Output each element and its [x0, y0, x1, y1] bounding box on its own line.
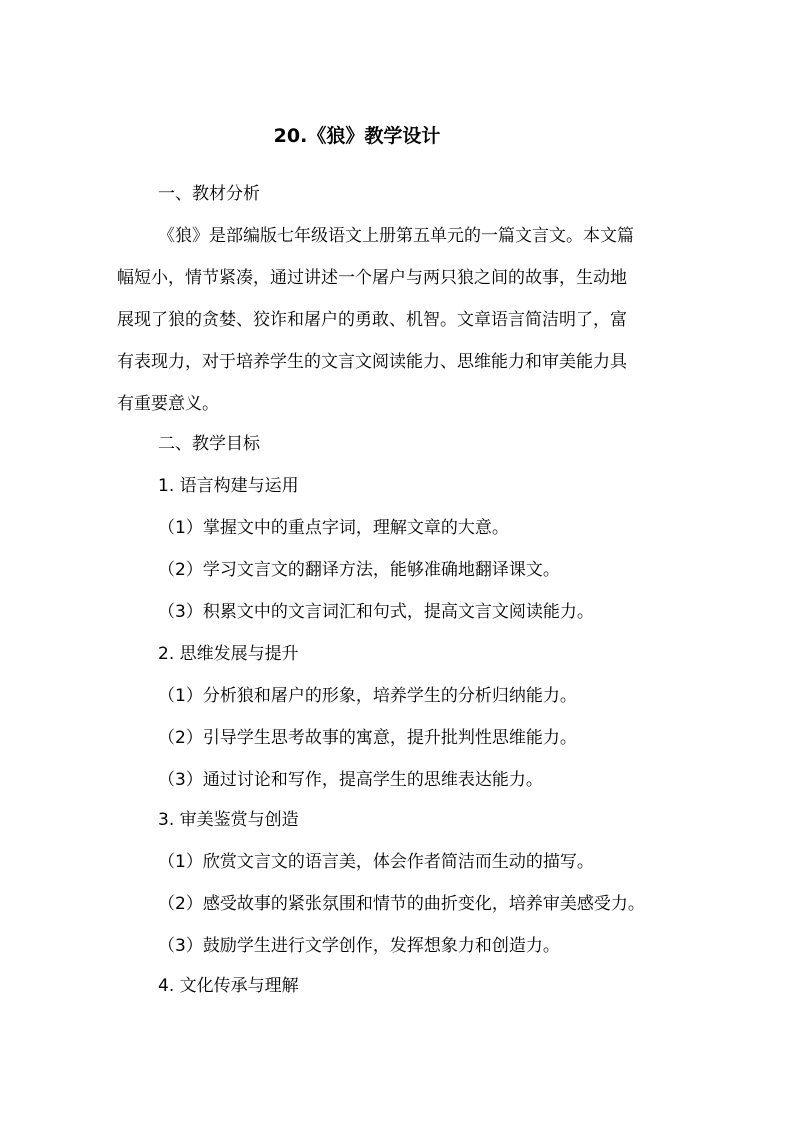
goal-item: （2）感受故事的紧张氛围和情节的曲折变化，培养审美感受力。 [158, 894, 645, 914]
goal-item: （2）学习文言文的翻译方法，能够准确地翻译课文。 [158, 560, 560, 580]
goal-heading-thinking: 2. 思维发展与提升 [158, 644, 299, 664]
goal-item: （3）鼓励学生进行文学创作，发挥想象力和创造力。 [158, 936, 560, 956]
document-title-text: 20.《狼》教学设计 [273, 125, 441, 147]
paragraph-line: 幅短小，情节紧凑，通过讲述一个屠户与两只狼之间的故事，生动地 [117, 268, 627, 288]
goal-item: （1）分析狼和屠户的形象，培养学生的分析归纳能力。 [158, 686, 577, 706]
paragraph-line: 展现了狼的贪婪、狡诈和屠户的勇敢、机智。文章语言简洁明了，富 [117, 310, 627, 330]
goal-item: （1）掌握文中的重点字词，理解文章的大意。 [158, 518, 509, 538]
goal-item: （2）引导学生思考故事的寓意，提升批判性思维能力。 [158, 728, 577, 748]
section-heading-materials: 一、教材分析 [158, 184, 260, 204]
paragraph-line: 有表现力，对于培养学生的文言文阅读能力、思维能力和审美能力具 [117, 352, 627, 372]
document-title [0, 122, 794, 150]
goal-item: （1）欣赏文言文的语言美，体会作者简洁而生动的描写。 [158, 852, 594, 872]
section-heading-goals: 二、教学目标 [158, 434, 260, 454]
paragraph-line: 有重要意义。 [117, 394, 219, 414]
goal-item: （3）通过讨论和写作，提高学生的思维表达能力。 [158, 770, 543, 790]
goal-item: （3）积累文中的文言词汇和句式，提高文言文阅读能力。 [158, 602, 594, 622]
paragraph-line: 《狼》是部编版七年级语文上册第五单元的一篇文言文。本文篇 [158, 226, 634, 246]
goal-heading-aesthetics: 3. 审美鉴赏与创造 [158, 810, 299, 830]
goal-heading-language: 1. 语言构建与运用 [158, 476, 299, 496]
goal-heading-culture: 4. 文化传承与理解 [158, 976, 299, 996]
